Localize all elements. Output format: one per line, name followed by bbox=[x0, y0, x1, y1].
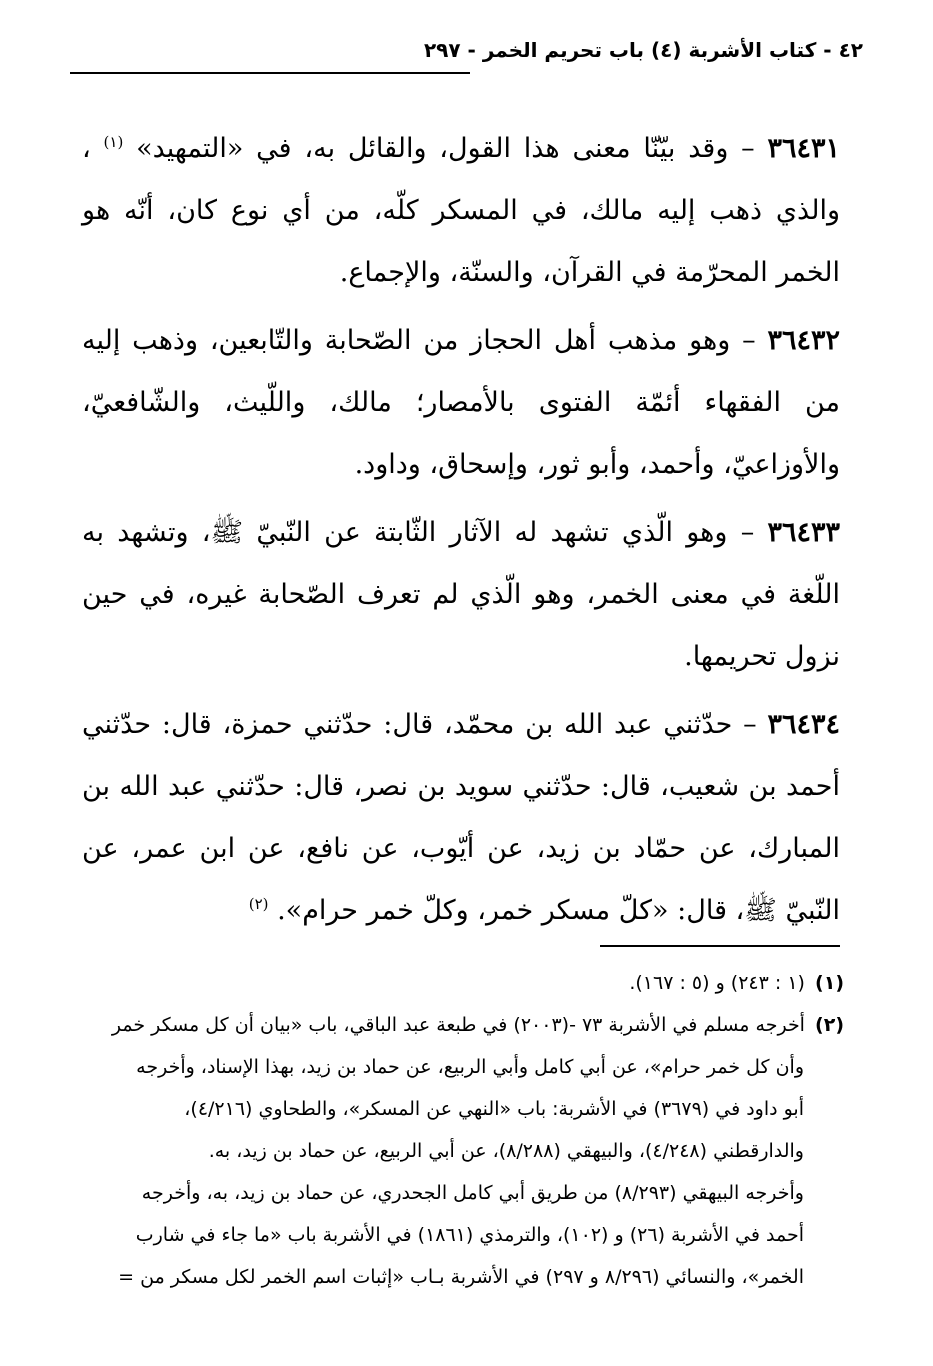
footnote-line: (١ : ٢٤٣) و (٥ : ١٦٧). bbox=[629, 972, 805, 994]
paragraph-number: ٣٦٤٣١ bbox=[767, 133, 840, 164]
footnote-rule bbox=[600, 945, 840, 947]
paragraph-number: ٣٦٤٣٣ bbox=[767, 517, 840, 548]
footnote-reference: (١) bbox=[103, 133, 124, 151]
footnote-marker: (١) bbox=[815, 972, 844, 994]
footnote-line: وأن كل خمر حرام»، عن أبي كامل وأبي الربيع، عن حماد بن زيد، بهذا الإسناد، وأخرجه bbox=[136, 1056, 804, 1078]
footnote-line: والدارقطني (٤/٢٤٨)، والبيهقي (٨/٢٨٨)، عن أبي الربيع، عن حماد بن زيد، به. bbox=[208, 1140, 804, 1162]
paragraph-text-continued: ، والذي ذهب إليه مالك، في المسكر كلّه، من أي نوع كان، أنّه هو الخمر المحرّمة في القرآن، والسنّة، والإجماع. bbox=[82, 133, 840, 288]
paragraph-text: – وهو مذهب أهل الحجاز من الصّحابة والتّابعين، وذهب إليه من الفقهاء أئمّة الفتوى بالأمصار؛ مالك، واللّيث، والشّافعيّ، والأوزاعيّ، وأحمد، وأبو ثور، وإسحاق، وداود. bbox=[82, 325, 840, 480]
paragraph-text: – وقد بيّنّا معنى هذا القول، والقائل به، في «التمهيد» bbox=[136, 133, 755, 164]
footnote bbox=[64, 1004, 844, 1298]
footnote-line: أحمد في الأشربة (٢٦) و (١٠٢)، والترمذي (١٨٦١) في الأشربة باب «ما جاء في شارب bbox=[135, 1224, 804, 1246]
footnote-line: الخمر»، والنسائي (٨/٢٩٦ و ٢٩٧) في الأشربة بـاب «إثبات اسم الخمر لكل مسكر من = bbox=[118, 1266, 804, 1288]
footnote bbox=[64, 962, 844, 1004]
paragraph-number: ٣٦٤٣٢ bbox=[767, 325, 840, 356]
paragraph bbox=[82, 118, 840, 304]
paragraph-text: – حدّثني عبد الله بن محمّد، قال: حدّثني حمزة، قال: حدّثني أحمد بن شعيب، قال: حدّثني سويد بن نصر، قال: حدّثني عبد الله بن المبارك، عن حمّاد بن زيد، عن أيّوب، عن نافع، عن ابن عمر، عن النّبيّ ﷺ، قال: «كلّ مسكر خمر، وكلّ خمر حرام». bbox=[82, 709, 840, 926]
footnotes bbox=[64, 962, 844, 1298]
footnote-line: أبو داود في (٣٦٧٩) في الأشربة: باب «النهي عن المسكر»، والطحاوي (٤/٢١٦)، bbox=[184, 1098, 804, 1120]
paragraph-text: – وهو الّذي تشهد له الآثار الثّابتة عن النّبيّ ﷺ، وتشهد به اللّغة في معنى الخمر، وهو الّذي لم تعرف الصّحابة غيره، في حين نزول تحريمها. bbox=[82, 517, 840, 672]
footnote-reference: (٢) bbox=[248, 895, 269, 913]
paragraph bbox=[82, 694, 840, 942]
footnote-line: وأخرجه البيهقي (٨/٢٩٣) من طريق أبي كامل الجحدري، عن حماد بن زيد، به، وأخرجه bbox=[141, 1182, 804, 1204]
footnote-line: أخرجه مسلم في الأشربة ٧٣ -(٢٠٠٣) في طبعة عبد الباقي، باب «بيان أن كل مسكر خمر bbox=[111, 1014, 805, 1036]
footnote-marker: (٢) bbox=[815, 1014, 844, 1036]
header-rule bbox=[70, 72, 470, 74]
paragraph-number: ٣٦٤٣٤ bbox=[767, 709, 840, 740]
paragraph bbox=[82, 310, 840, 496]
paragraph bbox=[82, 502, 840, 688]
running-header-title: ٤٢ - كتاب الأشربة (٤) باب تحريم الخمر - ٢٩٧ bbox=[423, 38, 863, 62]
main-text bbox=[82, 118, 840, 948]
running-header bbox=[423, 38, 863, 62]
